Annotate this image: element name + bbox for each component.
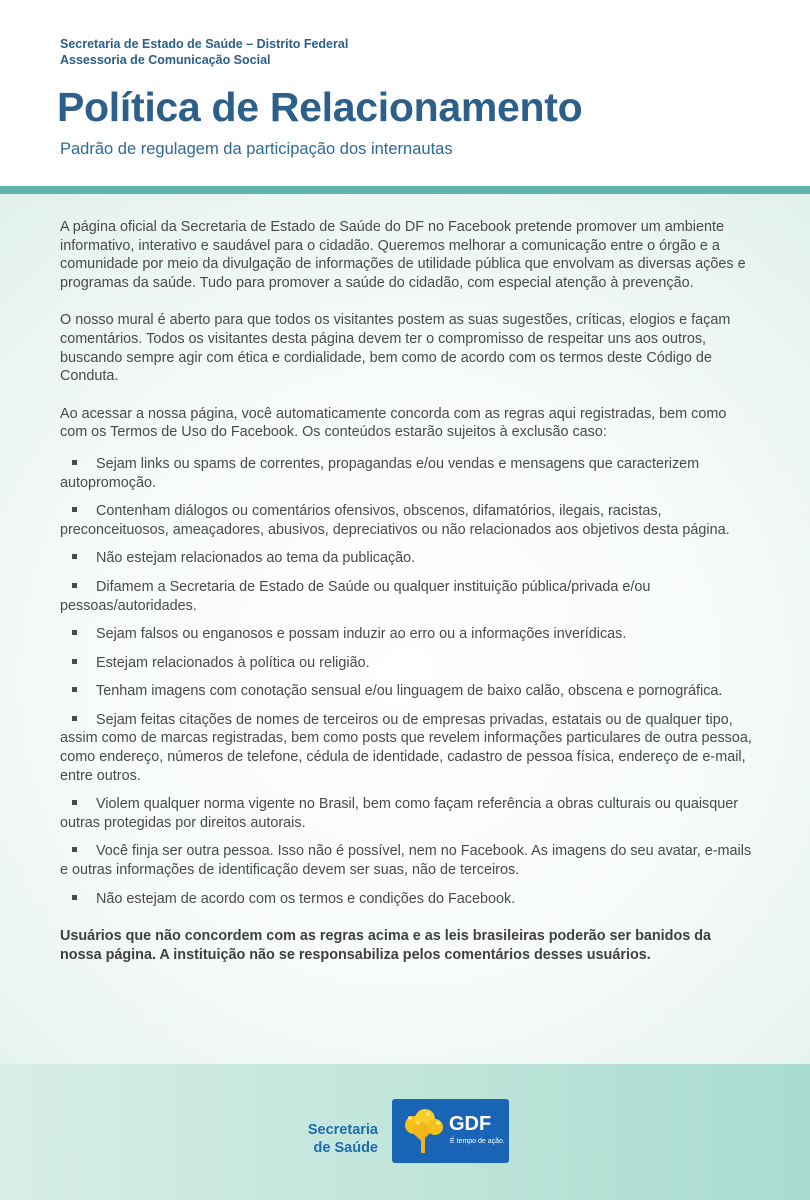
bullet-icon xyxy=(72,687,77,692)
list-item xyxy=(60,682,752,701)
list-item xyxy=(60,654,752,673)
organization xyxy=(60,36,348,68)
rule-text: Sejam links ou spams de correntes, propagandas e/ou vendas e mensagens que caracterizem autopromoção. xyxy=(60,455,700,491)
rule-text: Sejam falsos ou enganosos e possam induzir ao erro ou a informações inverídicas. xyxy=(96,626,627,643)
list-item xyxy=(60,842,752,879)
logo-line-2: de Saúde xyxy=(313,1140,378,1156)
bullet-icon xyxy=(72,895,77,900)
list-item xyxy=(60,549,752,568)
bullet-icon xyxy=(72,847,77,852)
closing-statement: Usuários que não concordem com as regras acima e as leis brasileiras poderão ser banidos da nossa página. A instituição não se responsabiliza pelos comentários desses usuários. xyxy=(60,928,712,963)
org-department: Assessoria de Comunicação Social xyxy=(60,53,271,67)
ipe-tree-icon xyxy=(398,1105,450,1157)
page-title: Política de Relacionamento xyxy=(57,84,583,130)
rule-text: Você finja ser outra pessoa. Isso não é possível, nem no Facebook. As imagens do seu avatar, e-mails e outras informações de identificação devem ser suas, não de terceiros. xyxy=(60,843,752,879)
rule-text: Sejam feitas citações de nomes de terceiros ou de empresas privadas, estatais ou de qualquer tipo, assim como de marcas registradas, bem como posts que revelem informações particulares de outra pessoa, como endereço, números de telefone, cédula de identidade, cadastro de pessoa física, endereço de e-mail, entre outros. xyxy=(60,711,752,784)
bullet-icon xyxy=(72,800,77,805)
list-item xyxy=(60,890,752,909)
list-item xyxy=(60,711,752,785)
bullet-icon xyxy=(72,716,77,721)
page-header xyxy=(0,0,810,186)
mural-paragraph: O nosso mural é aberto para que todos os visitantes postem as suas sugestões, críticas, elogios e façam comentários. Todos os visitantes desta página devem ter o compromisso de respeitar uns aos outros, buscando sempre agir com ética e cordialidade, bem como de acordo com os termos deste Código de Conduta. xyxy=(60,312,731,385)
bullet-icon xyxy=(72,659,77,664)
rule-text: Não estejam de acordo com os termos e condições do Facebook. xyxy=(96,890,516,907)
bullet-icon xyxy=(72,583,77,588)
gdf-name: GDF xyxy=(449,1113,492,1135)
bullet-icon xyxy=(72,554,77,559)
header-divider xyxy=(0,186,810,194)
bullet-icon xyxy=(72,630,77,635)
gdf-tagline: É tempo de ação. xyxy=(450,1138,505,1145)
rule-text: Não estejam relacionados ao tema da publicação. xyxy=(96,550,416,567)
list-item xyxy=(60,795,752,832)
list-item xyxy=(60,502,752,539)
list-item xyxy=(60,578,752,615)
bullet-icon xyxy=(72,507,77,512)
page-subtitle: Padrão de regulagem da participação dos internautas xyxy=(60,140,453,158)
org-name: Secretaria de Estado de Saúde – Distrito Federal xyxy=(60,37,349,51)
rules-list xyxy=(60,455,752,908)
bullet-icon xyxy=(72,460,77,465)
policy-content xyxy=(60,218,752,983)
list-item xyxy=(60,625,752,644)
list-item xyxy=(60,455,752,492)
secretaria-logo xyxy=(296,1121,378,1157)
gdf-logo xyxy=(392,1099,509,1163)
intro-paragraph: A página oficial da Secretaria de Estado de Saúde do DF no Facebook pretende promover um ambiente informativo, interativo e saudável para o cidadão. Queremos melhorar a comunicação entre o órgão e a comunidade por meio da divulgação de informações de utilidade pública que envolvam as diversas ações e programas da saúde. Tudo para promover a saúde do cidadão, com especial atenção à prevenção. xyxy=(60,219,746,291)
rule-text: Violem qualquer norma vigente no Brasil, bem como façam referência a obras culturais ou quaisquer outras protegidas por direitos autorais. xyxy=(60,796,739,831)
logo-line-1: Secretaria xyxy=(307,1122,378,1138)
rule-text: Contenham diálogos ou comentários ofensivos, obscenos, difamatórios, ilegais, racistas, preconceituosos, ameaçadores, abusivos, depreciativos ou não relacionados aos objetivos desta página. xyxy=(60,503,730,538)
rule-text: Estejam relacionados à política ou religião. xyxy=(96,654,370,671)
rule-text: Tenham imagens com conotação sensual e/ou linguagem de baixo calão, obscena e pornográfica. xyxy=(96,683,723,700)
rules-intro-paragraph: Ao acessar a nossa página, você automaticamente concorda com as regras aqui registradas, bem como com os Termos de Uso do Facebook. Os conteúdos estarão sujeitos à exclusão caso: xyxy=(60,405,727,441)
rule-text: Difamem a Secretaria de Estado de Saúde ou qualquer instituição pública/privada e/ou pessoas/autoridades. xyxy=(60,578,651,614)
